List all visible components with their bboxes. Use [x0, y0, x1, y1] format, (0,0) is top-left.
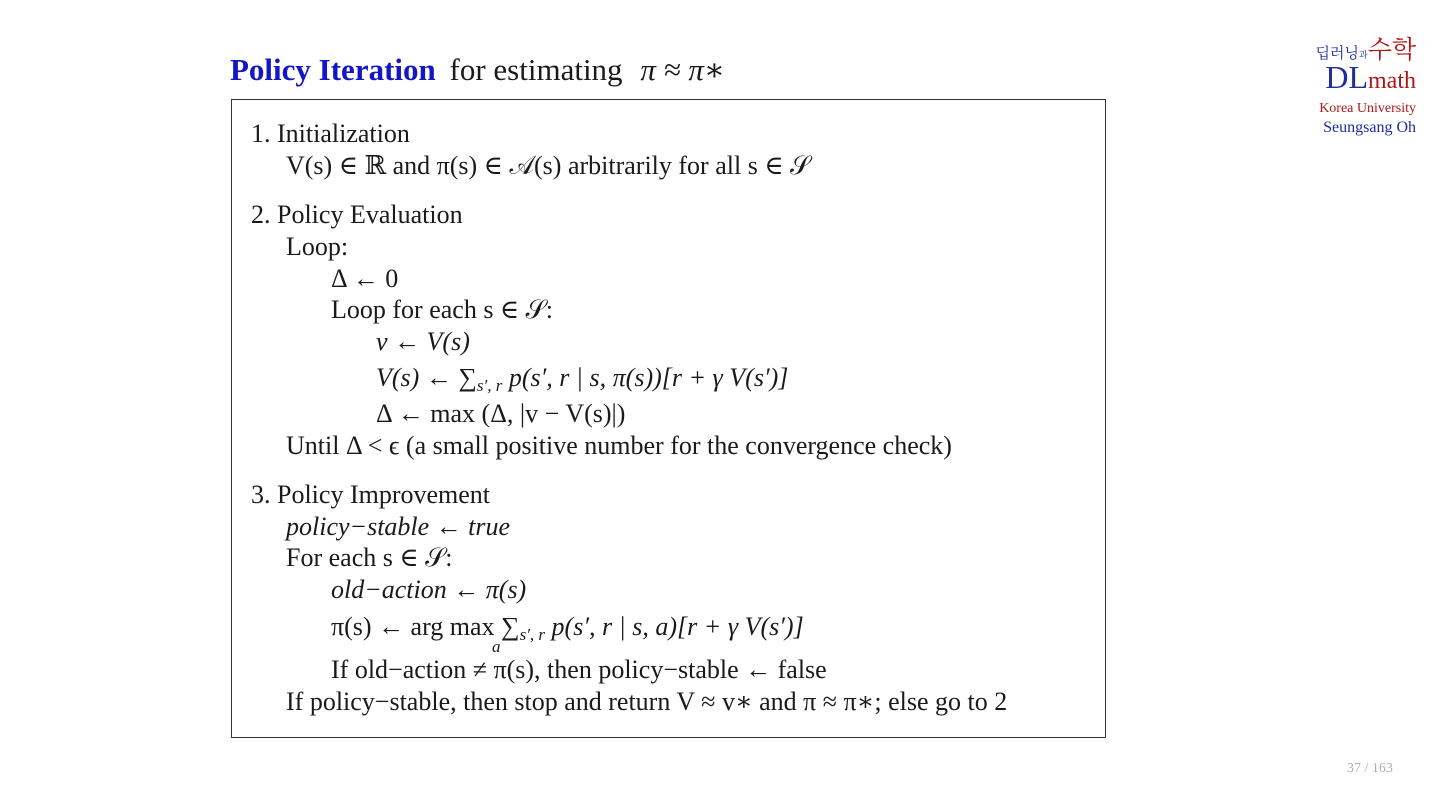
stable-init: policy−stable ← true — [286, 512, 511, 541]
title-rest: for estimating — [449, 52, 623, 87]
logo-math-word: math — [1368, 68, 1416, 94]
step1-heading: 1. Initialization — [251, 119, 410, 148]
loop-each-state: Loop for each s ∈ 𝒮: — [331, 295, 554, 324]
if-old-action: If old−action ≠ π(s), then policy−stable ← false — [331, 655, 827, 684]
title-math: π ≈ π∗ — [640, 52, 725, 87]
delta-max: Δ ← max (Δ, |v − V(s)|) — [376, 399, 626, 428]
slide-title — [230, 52, 725, 88]
step2-heading: 2. Policy Evaluation — [251, 200, 463, 229]
logo-dl: DL — [1325, 59, 1368, 95]
dlmath-logo — [1296, 30, 1416, 138]
logo-korean-small: 딥러닝 — [1315, 44, 1359, 62]
bellman-rhs: p(s′, r | s, π(s))[r + γ V(s′)] — [502, 363, 789, 392]
step3-heading: 3. Policy Improvement — [251, 480, 491, 509]
argmax-rhs: p(s′, r | s, a)[r + γ V(s′)] — [545, 612, 804, 641]
argmax-update — [331, 612, 804, 650]
bellman-update — [376, 363, 788, 401]
logo-university: Korea University — [1319, 101, 1416, 116]
if-stable: If policy−stable, then stop and return V ≈ v∗ and π ≈ π∗; else go to 2 — [286, 687, 1008, 716]
bellman-sub: s′, r — [476, 376, 503, 395]
old-action-assign: old−action ← π(s) — [331, 575, 527, 604]
argmax-lhs: π(s) ← arg max ∑ — [331, 612, 520, 641]
logo-korean-big: 수학 — [1367, 35, 1416, 64]
delta-init: Δ ← 0 — [331, 264, 399, 293]
loop-label: Loop: — [286, 232, 349, 261]
logo-korean-tiny: 과 — [1358, 51, 1368, 61]
logo-author: Seungsang Oh — [1323, 119, 1416, 136]
v-assign: v ← V(s) — [376, 327, 470, 356]
title-highlight: Policy Iteration — [230, 52, 436, 87]
bellman-lhs: V(s) ← ∑ — [376, 363, 477, 392]
page-number: 37 / 163 — [1347, 761, 1393, 776]
for-each-state: For each s ∈ 𝒮: — [286, 543, 453, 572]
init-line: V(s) ∈ ℝ and π(s) ∈ 𝒜(s) arbitrarily for all s ∈ 𝒮 — [286, 151, 811, 180]
logo-dlmath — [1296, 59, 1416, 97]
argmax-under: a — [492, 637, 501, 656]
argmax-sub: s′, r — [519, 625, 546, 644]
algorithm-box — [231, 99, 1106, 738]
until-line: Until Δ < ϵ (a small positive number for the convergence check) — [286, 431, 952, 460]
